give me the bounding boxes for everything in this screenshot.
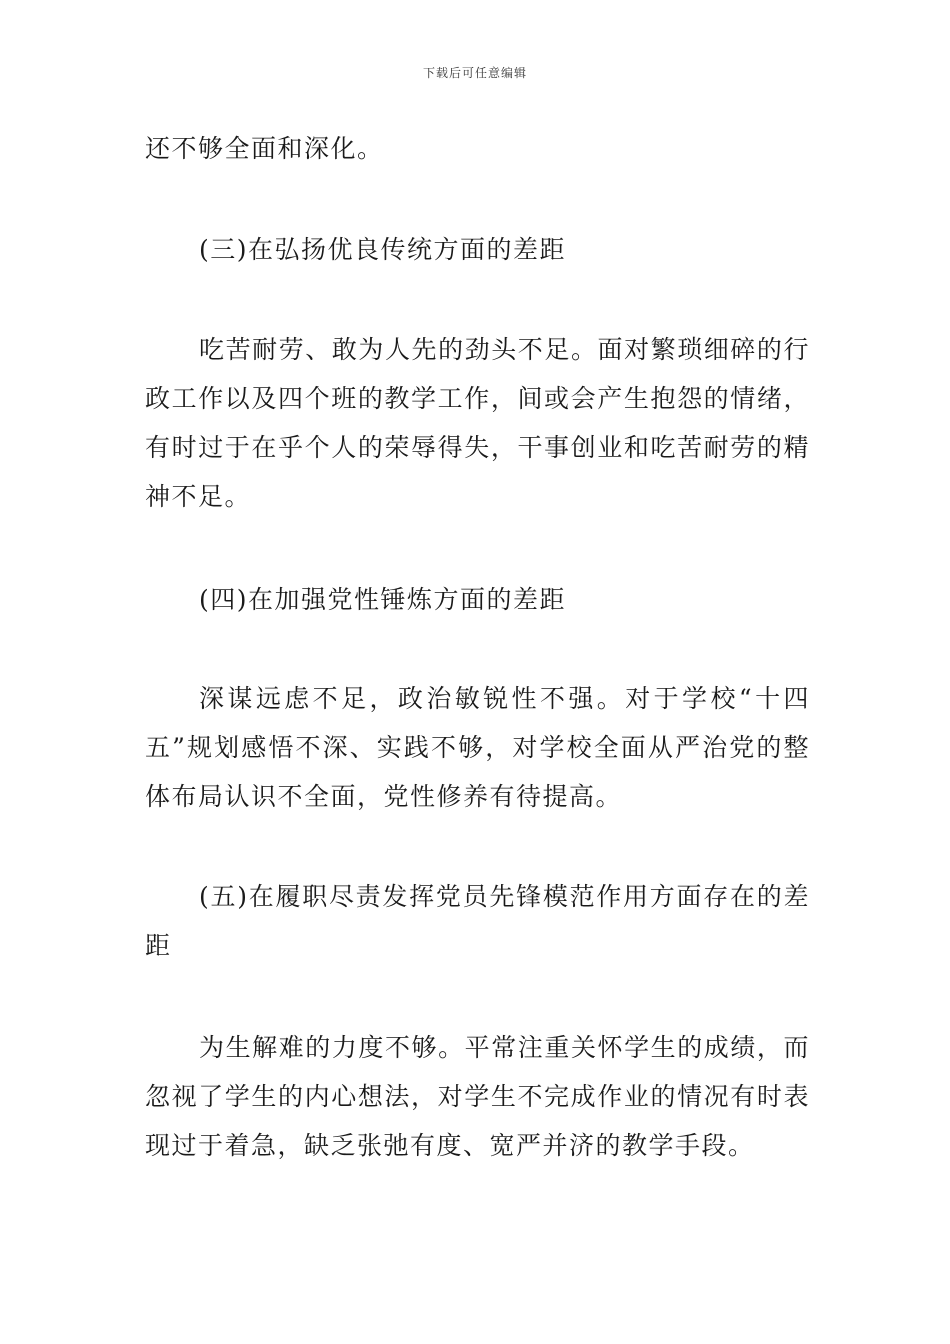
page-header: 下载后可任意编辑 — [422, 66, 527, 80]
paragraph-section-3: 吃苦耐劳、敢为人先的劲头不足。面对繁琐细碎的行政工作以及四个班的教学工作，间或会产生抱怨的情绪，有时过于在乎个人的荣辱得失，干事创业和吃苦耐劳的精神不足。 — [145, 335, 810, 511]
section-heading-5: (五)在履职尽责发挥党员先锋模范作用方面存在的差距 — [145, 882, 810, 960]
paragraph-continuation: 还不够全面和深化。 — [145, 134, 384, 163]
section-heading-3: (三)在弘扬优良传统方面的差距 — [199, 235, 567, 264]
paragraph-section-5: 为生解难的力度不够。平常注重关怀学生的成绩，而忽视了学生的内心想法，对学生不完成作业的情况有时表现过于着急，缺乏张弛有度、宽严并济的教学手段。 — [145, 1033, 810, 1160]
section-heading-4: (四)在加强党性锤炼方面的差距 — [199, 585, 567, 614]
paragraph-section-4: 深谋远虑不足，政治敏锐性不强。对于学校“十四五”规划感悟不深、实践不够，对学校全面从严治党的整体布局认识不全面，党性修养有待提高。 — [145, 684, 810, 811]
